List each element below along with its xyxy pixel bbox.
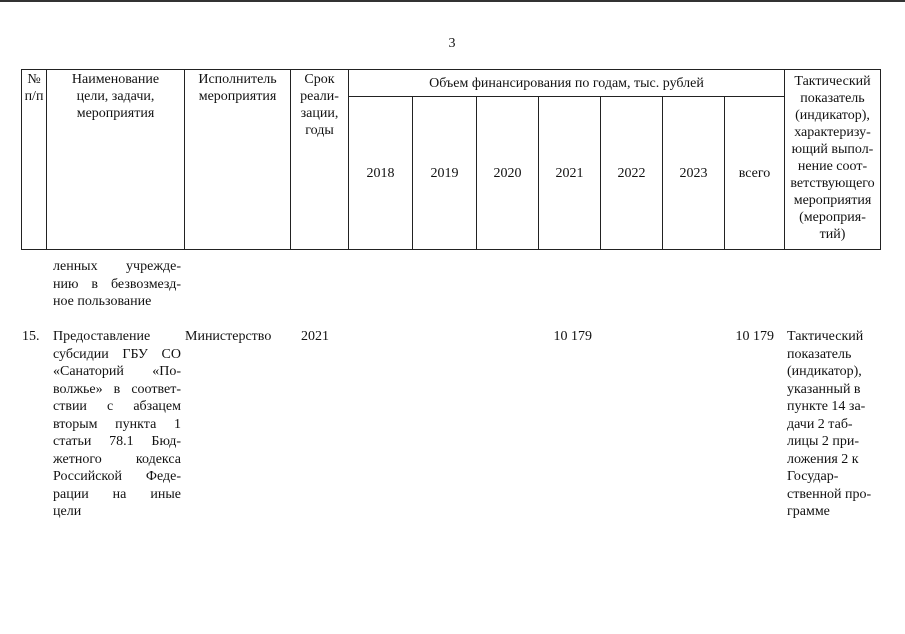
row-15-indicator-line: показатель	[787, 346, 852, 362]
header-indicator: Тактический показатель (индикатор), характеризу- ющий выпол- нение соот- ветствующего мероприятия (мероприя- тий)	[785, 70, 881, 250]
row-15-name-line: цели	[53, 504, 82, 519]
row-15-indicator-line: дачи 2 таб-	[787, 416, 853, 432]
row-15-name-line: вторым пункта 1	[53, 416, 181, 432]
row-15-number: 15.	[22, 329, 40, 344]
continuation-line: ленных учрежде-	[53, 259, 181, 274]
row-15-name-line: ствии с абзацем	[53, 399, 181, 414]
page-number: 3	[448, 36, 456, 51]
header-executor: Исполнитель мероприятия	[185, 70, 291, 250]
row-15-indicator-line: лицы 2 при-	[787, 434, 860, 449]
header-year-2020: 2020	[477, 97, 539, 250]
row-15-indicator-line: пункте 14 за-	[787, 399, 866, 414]
header-term: Срок реали- зации, годы	[291, 70, 349, 250]
header-year-2022: 2022	[601, 97, 663, 250]
row-15-name-line: Российской Феде-	[53, 469, 181, 484]
continuation-line: нию в безвозмезд-	[53, 276, 181, 292]
header-year-2019: 2019	[413, 97, 477, 250]
financing-table-header	[21, 69, 881, 250]
row-15-indicator-line: указанный в	[787, 381, 861, 397]
header-year-2023: 2023	[663, 97, 725, 250]
header-year-2018: 2018	[349, 97, 413, 250]
header-year-total: всего	[725, 97, 785, 250]
row-15-term: 2021	[301, 329, 329, 344]
row-15-indicator-line: ложения 2 к	[787, 451, 859, 467]
row-15-value-2021: 10 179	[553, 329, 592, 344]
row-15-name-line: субсидии ГБУ СО	[53, 346, 181, 362]
row-15-indicator-line: (индикатор),	[787, 364, 862, 379]
continuation-line: ное пользование	[53, 294, 152, 309]
continuation-text	[53, 258, 181, 311]
row-15-indicator	[787, 328, 883, 521]
header-num: № п/п	[22, 70, 47, 250]
header-financing: Объем финансирования по годам, тыс. рублей	[349, 70, 785, 97]
row-15-name-line: Предоставление	[53, 329, 151, 344]
header-year-2021: 2021	[539, 97, 601, 250]
row-15-indicator-line: грамме	[787, 504, 830, 519]
row-15-name-line: «Санаторий «По-	[53, 364, 181, 379]
row-15-indicator-line: Тактический	[787, 329, 864, 344]
header-name: Наименование цели, задачи, мероприятия	[47, 70, 185, 250]
row-15-total: 10 179	[735, 329, 774, 344]
row-15-executor: Министерство	[185, 329, 272, 344]
row-15-name	[53, 328, 181, 521]
row-15-name-line: волжье» в соответ-	[53, 381, 181, 397]
row-15-indicator-line: Государ-	[787, 469, 839, 484]
row-15-name-line: статьи 78.1 Бюд-	[53, 434, 181, 449]
row-15-name-line: рации на иные	[53, 486, 181, 502]
row-15-indicator-line: ственной про-	[787, 486, 872, 502]
row-15-name-line: жетного кодекса	[53, 451, 181, 467]
top-edge-line	[0, 0, 905, 2]
